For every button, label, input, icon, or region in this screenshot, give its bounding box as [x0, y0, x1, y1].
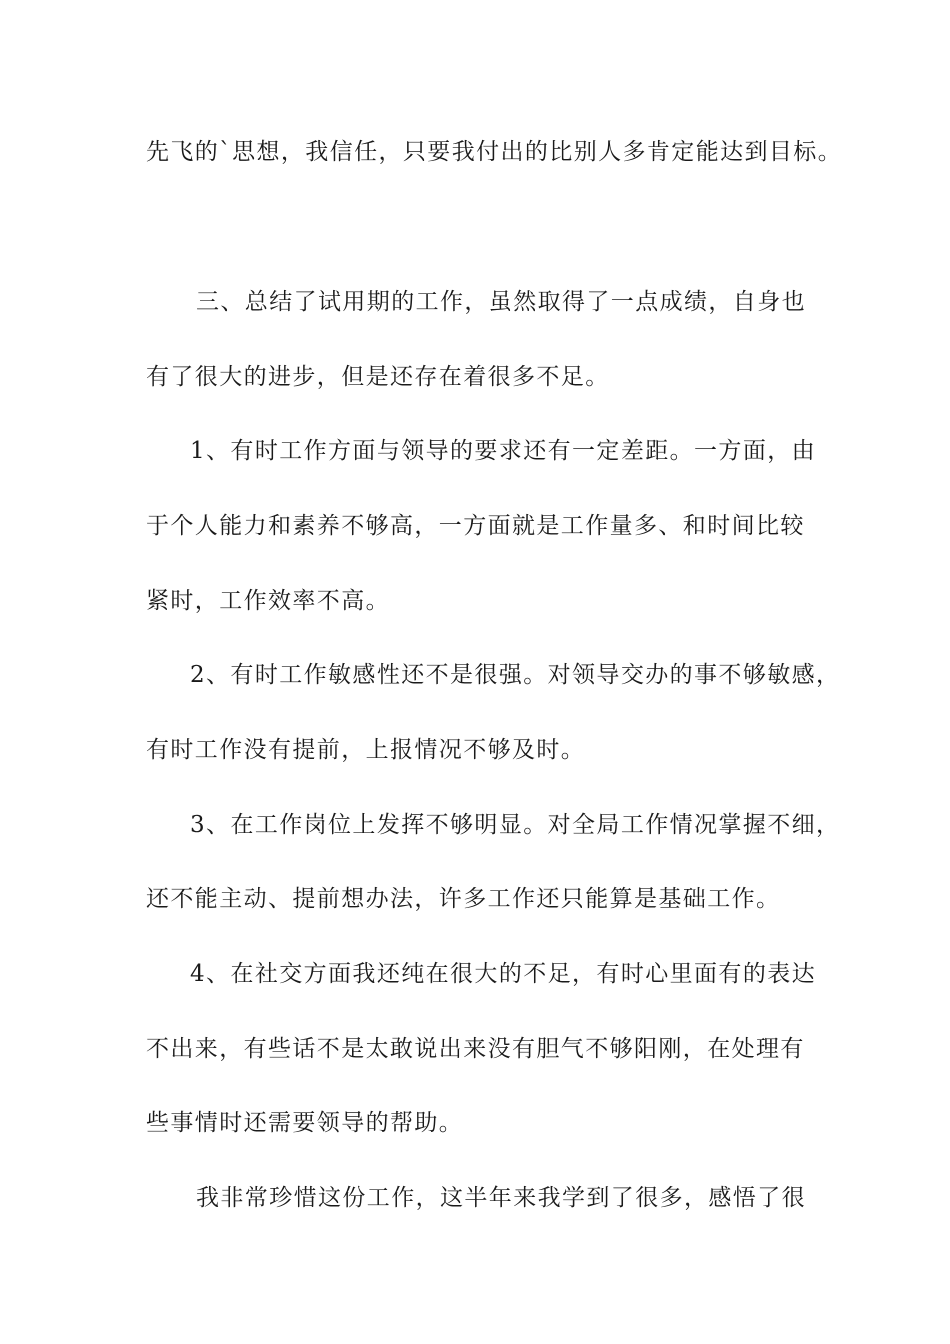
list-item-3: 3、在工作岗位上发挥不够明显。对全局工作情况掌握不细， [190, 812, 841, 838]
text-line: 有了很大的进步，但是还存在着很多不足。 [146, 364, 610, 390]
section-heading: 三、总结了试用期的工作，虽然取得了一点成绩，自身也 [196, 289, 806, 315]
closing-paragraph: 我非常珍惜这份工作，这半年来我学到了很多，感悟了很 [196, 1185, 806, 1211]
text-line: 有时工作没有提前，上报情况不够及时。 [146, 737, 586, 763]
text-line: 还不能主动、提前想办法，许多工作还只能算是基础工作。 [146, 886, 781, 912]
text-line: 于个人能力和素养不够高，一方面就是工作量多、和时间比较 [146, 513, 805, 539]
list-item-4: 4、在社交方面我还纯在很大的不足，有时心里面有的表达 [190, 961, 817, 987]
text-line: 不出来，有些话不是太敢说出来没有胆气不够阳刚，在处理有 [146, 1036, 805, 1062]
text-line: 紧时，工作效率不高。 [146, 588, 390, 614]
text-line: 些事情时还需要领导的帮助。 [146, 1110, 464, 1136]
list-item-2: 2、有时工作敏感性还不是很强。对领导交办的事不够敏感， [190, 662, 841, 688]
text-line: 先飞的`思想，我信任，只要我付出的比别人多肯定能达到目标。 [146, 139, 843, 165]
list-item-1: 1、有时工作方面与领导的要求还有一定差距。一方面，由 [190, 438, 817, 464]
